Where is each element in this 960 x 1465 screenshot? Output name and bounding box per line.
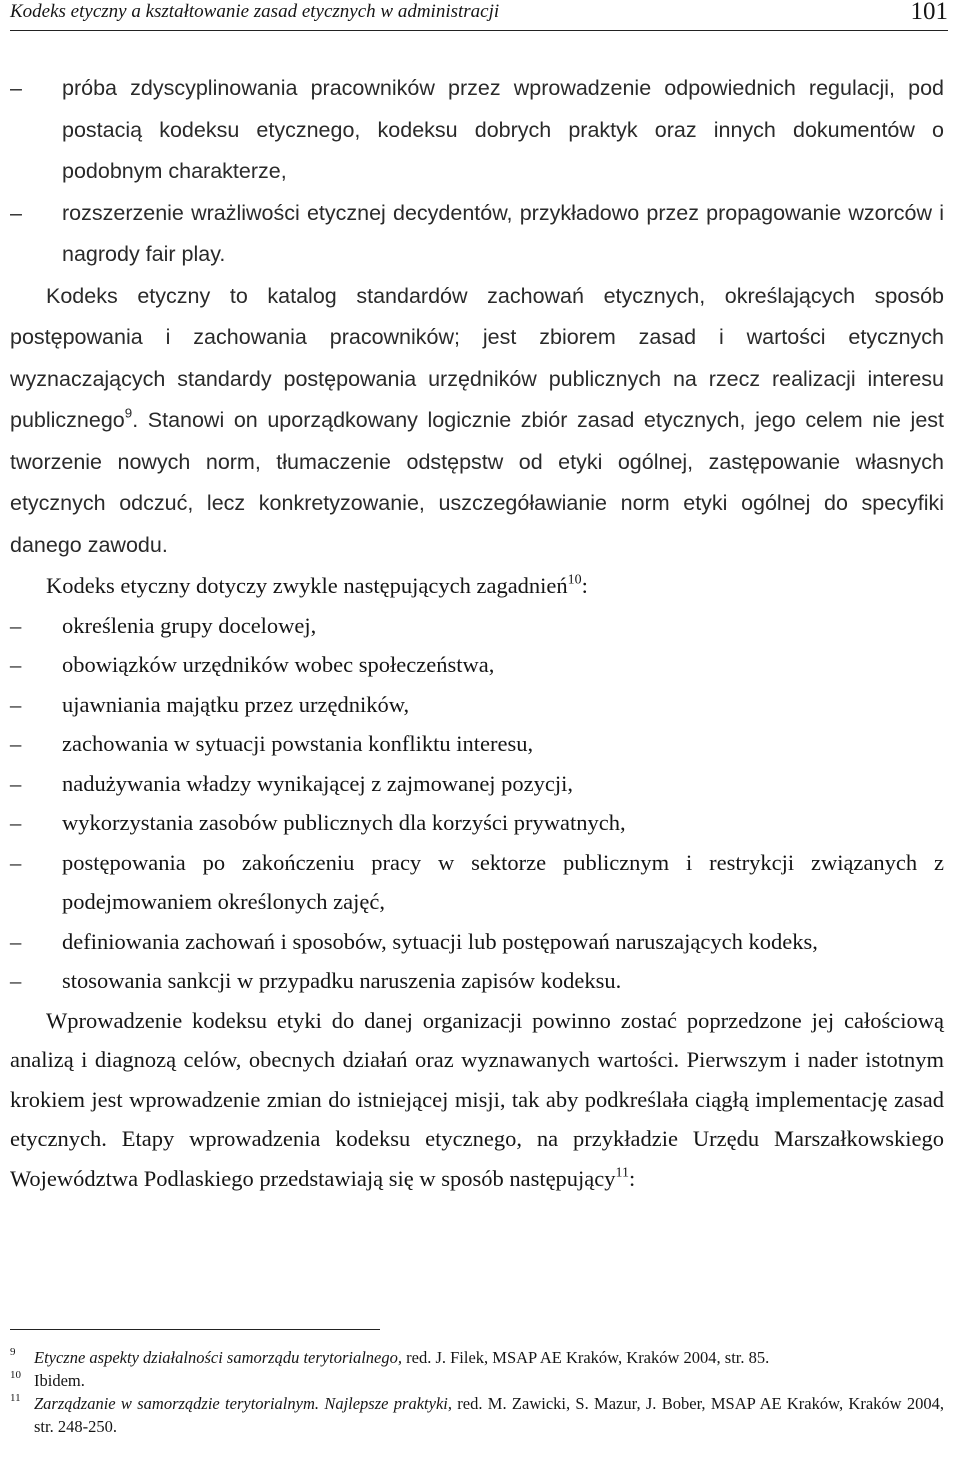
topics-list (10, 606, 944, 1001)
list-item-text: nadużywania władzy wynikającej z zajmowanej pozycji, (62, 770, 574, 796)
running-title: Kodeks etyczny a kształtowanie zasad etycznych w administracji (10, 1, 500, 22)
dash-marker: – (10, 76, 22, 100)
definition-text: Kodeks etyczny to katalog standardów zachowań etycznych, określających sposób postępowania i zachowania pracowników; jest zbiorem zasad i wartości etycznych wyznaczających standardy postępowania urzędników publicznych na rzecz realizacji interesu publicznego (10, 283, 944, 432)
list-item (10, 922, 944, 962)
list-item-text: ujawniania majątku przez urzędników, (62, 691, 410, 717)
list-item-text: określenia grupy docelowej, (62, 612, 317, 638)
footnote-number: 9 (10, 1346, 16, 1358)
topics-section (10, 566, 944, 1198)
footnote-separator (10, 1329, 380, 1330)
definition-paragraph (10, 276, 944, 567)
page-header (10, 0, 948, 31)
list-item (10, 193, 944, 276)
page-number: 101 (910, 0, 948, 25)
list-item-text: rozszerzenie wrażliwości etycznej decydentów, przykładowo przez propagowanie wzorców i nagrody fair play. (62, 200, 944, 266)
intro-list (10, 68, 944, 276)
dash-marker: – (10, 849, 22, 875)
dash-marker: – (10, 731, 22, 756)
list-item (10, 645, 944, 685)
list-item (10, 606, 944, 646)
closing-colon: : (628, 1165, 636, 1191)
topics-lead-colon: : (581, 573, 588, 598)
footnote-title: Zarządzanie w samorządzie terytorialnym. Najlepsze praktyki, (34, 1394, 452, 1413)
topics-lead-text: Kodeks etyczny dotyczy zwykle następujących zagadnień (46, 573, 568, 598)
footnote-ref-10: 10 (567, 572, 582, 588)
dash-marker: – (10, 810, 22, 835)
dash-marker: – (10, 612, 22, 638)
list-item-text: obowiązków urzędników wobec społeczeństwa, (62, 652, 495, 677)
footnote-text: Ibidem. (34, 1371, 85, 1390)
list-item-text: definiowania zachowań i sposobów, sytuacji lub postępowań naruszających kodeks, (62, 928, 818, 954)
closing-paragraph (10, 1001, 944, 1199)
footnote-text: red. J. Filek, MSAP AE Kraków, Kraków 2004, str. 85. (402, 1348, 770, 1367)
body-text (10, 68, 944, 1198)
list-item (10, 724, 944, 764)
list-item-text: stosowania sankcji w przypadku naruszenia zapisów kodeksu. (62, 968, 622, 993)
list-item (10, 685, 944, 725)
list-item (10, 764, 944, 804)
dash-marker: – (10, 652, 22, 677)
list-item (10, 961, 944, 1001)
footnote-10 (10, 1369, 944, 1392)
footnote-ref-9: 9 (124, 405, 133, 421)
dash-marker: – (10, 928, 22, 954)
footnote-9 (10, 1346, 944, 1369)
footnote-11 (10, 1392, 944, 1438)
definition-text-cont: . Stanowi on uporządkowany logicznie zbiór zasad etycznych, jego celem nie jest tworzenie nowych norm, tłumaczenie odstępstw od etyki ogólnej, zastępowanie własnych etycznych odczuć, lecz konkretyzowanie, uszczegóławianie norm etyki ogólnej do specyfiki danego zawodu. (10, 408, 944, 557)
dash-marker: – (10, 691, 22, 717)
footnote-text: red. M. Zawicki, S. Mazur, J. Bober, MSAP AE Kraków, Kraków 2004, str. 248-250. (34, 1394, 944, 1436)
list-item (10, 68, 944, 193)
list-item (10, 803, 944, 843)
footnote-title: Etyczne aspekty działalności samorządu terytorialnego, (34, 1348, 402, 1367)
footnote-number: 10 (10, 1369, 21, 1381)
closing-text: Wprowadzenie kodeksu etyki do danej organizacji powinno zostać poprzedzone jej całościową analizą i diagnozą celów, obecnych działań oraz wyznawanych wartości. Pierwszym i nader istotnym krokiem jest wprowadzenie zmian do istniejącej misji, tak aby podkreślała ciągłą implementację zasad etycznych. Etapy wprowadzenia kodeksu etycznego, na przykładzie Urzędu Marszałkowskiego Województwa Podlaskiego przedstawiają się w sposób następujący (10, 1007, 944, 1191)
topics-lead (10, 566, 944, 606)
list-item-text: próba zdyscyplinowania pracowników przez wprowadzenie odpowiednich regulacji, pod postacią kodeksu etycznego, kodeksu dobrych praktyk oraz innych dokumentów o podobnym charakterze, (62, 76, 944, 183)
list-item (10, 843, 944, 922)
list-item-text: wykorzystania zasobów publicznych dla korzyści prywatnych, (62, 810, 626, 835)
list-item-text: zachowania w sytuacji powstania konfliktu interesu, (62, 731, 534, 756)
list-item-text: postępowania po zakończeniu pracy w sektorze publicznym i restrykcji związanych z podejmowaniem określonych zajęć, (62, 849, 944, 914)
dash-marker: – (10, 770, 22, 796)
footnote-number: 11 (10, 1392, 21, 1404)
dash-marker: – (10, 968, 22, 993)
dash-marker: – (10, 200, 22, 225)
footnote-ref-11: 11 (615, 1164, 629, 1180)
intro-section (10, 68, 944, 566)
footnotes (10, 1329, 944, 1438)
